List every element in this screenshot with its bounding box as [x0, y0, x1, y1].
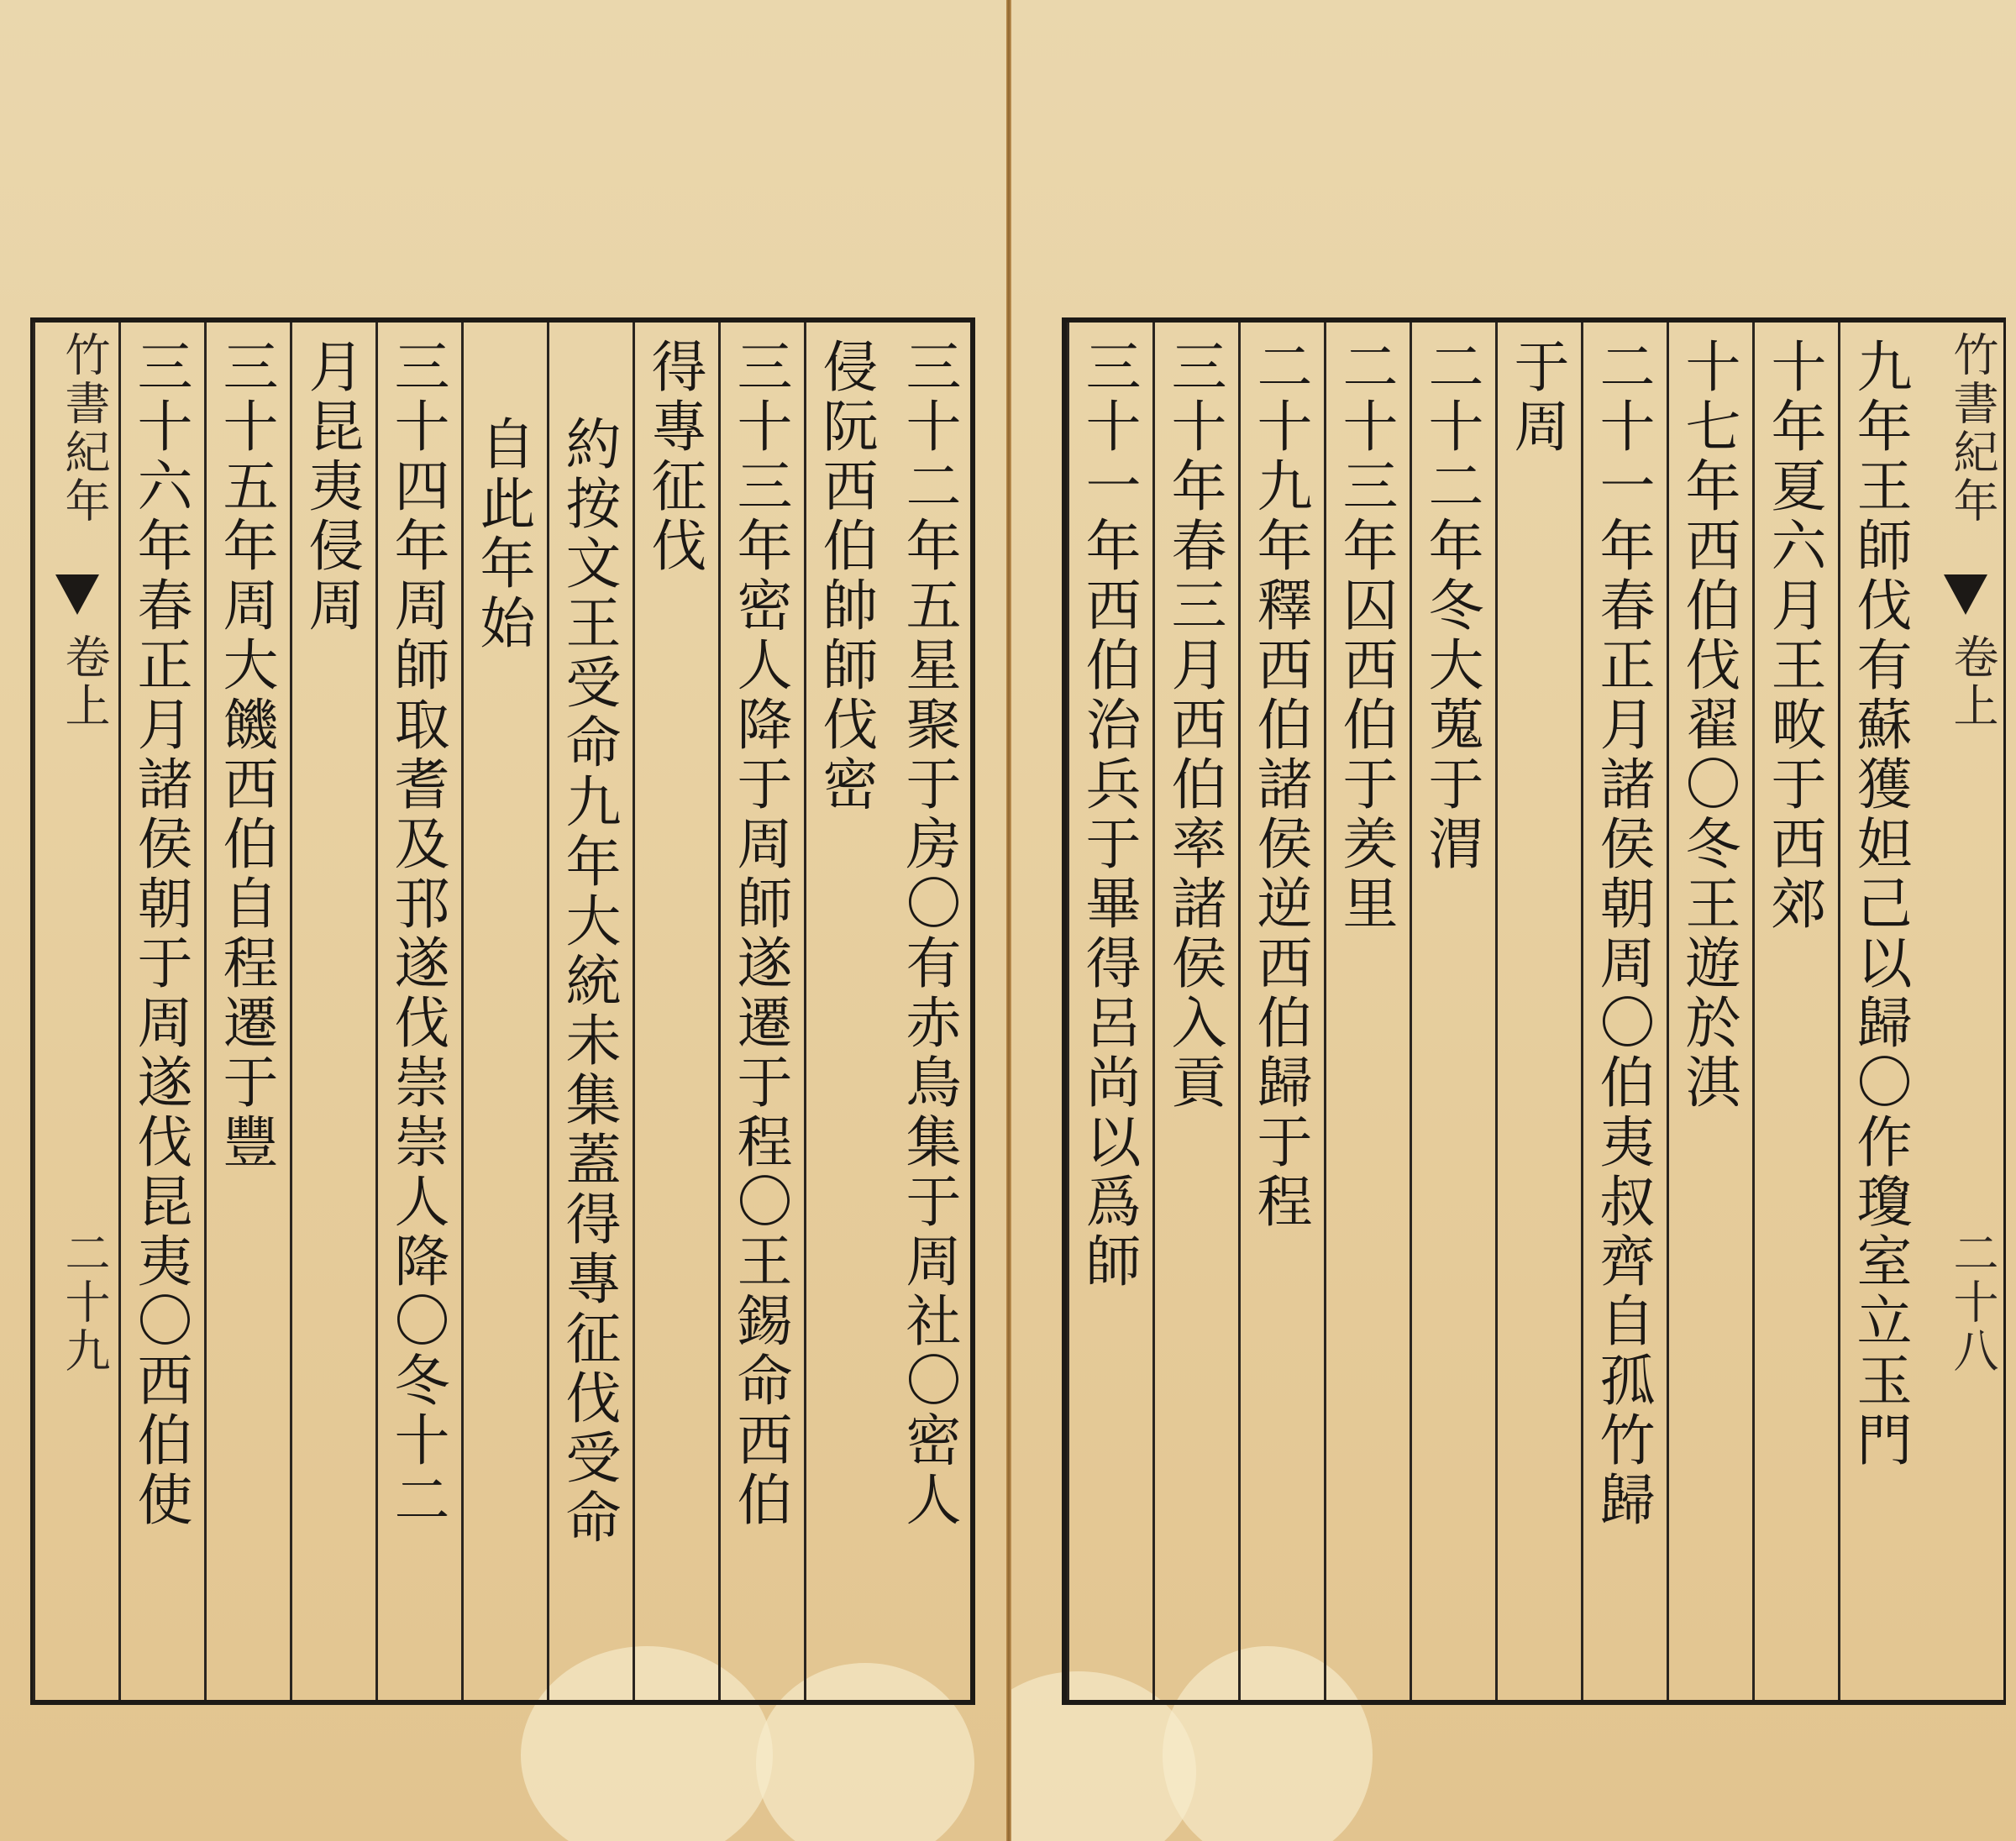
text-column — [461, 323, 538, 1700]
text-column — [1667, 323, 1744, 1700]
column-text: 二十三年囚西伯于羑里 — [1333, 338, 1398, 934]
text-column — [718, 323, 795, 1700]
text-frame-right — [1062, 317, 2006, 1705]
text-column — [804, 323, 881, 1700]
column-text: 于周 — [1504, 338, 1569, 457]
text-column — [290, 323, 367, 1700]
margin-column — [1922, 323, 2006, 1700]
column-text: 二十一年春正月諸侯朝周〇伯夷叔齊自孤竹歸 — [1590, 338, 1655, 1530]
text-column — [375, 323, 453, 1700]
margin-title: 竹書紀年 — [58, 331, 111, 526]
commentary-text: 自此年始 — [470, 415, 535, 653]
text-column — [1752, 323, 1830, 1700]
text-frame-left — [30, 317, 975, 1705]
column-text: 九年王師伐有蘇獲妲己以歸〇作瓊室立玉門 — [1847, 338, 1912, 1471]
column-text: 十年夏六月王畋于西郊 — [1761, 338, 1826, 934]
column-text: 十七年西伯伐翟〇冬王遊於淇 — [1676, 338, 1740, 1113]
commentary-text: 約按文王受命九年大統未集蓋得專征伐受命 — [556, 415, 621, 1548]
column-text: 三十二年五星聚于房〇有赤鳥集于周社〇密人 — [896, 338, 961, 1530]
text-column — [547, 323, 624, 1700]
column-text: 三十一年西伯治兵于畢得呂尚以爲師 — [1076, 338, 1141, 1292]
column-text: 侵阮西伯帥師伐密 — [813, 338, 878, 815]
text-column — [1410, 323, 1487, 1700]
margin-page-number: 二十九 — [58, 1230, 111, 1376]
margin-volume: 卷上 — [58, 633, 111, 731]
text-column — [1495, 323, 1572, 1700]
text-column — [118, 323, 196, 1700]
text-column — [633, 323, 710, 1700]
text-column — [1838, 323, 1915, 1700]
fish-tail-mark — [1944, 574, 1987, 615]
text-column — [1238, 323, 1315, 1700]
right-page — [1011, 0, 2016, 1841]
column-text: 得專征伐 — [642, 338, 706, 576]
text-column — [890, 323, 967, 1700]
text-column — [1067, 323, 1144, 1700]
margin-page-number: 二十八 — [1946, 1230, 1999, 1376]
column-text: 二十二年冬大蒐于渭 — [1419, 338, 1483, 874]
left-page — [0, 0, 1006, 1841]
margin-title: 竹書紀年 — [1946, 331, 1999, 526]
margin-volume: 卷上 — [1946, 633, 1999, 731]
column-text: 三十五年周大饑西伯自程遷于豐 — [213, 338, 278, 1172]
column-text: 月昆夷侵周 — [299, 338, 364, 636]
text-column — [204, 323, 281, 1700]
column-text: 三十六年春正月諸侯朝于周遂伐昆夷〇西伯使 — [128, 338, 192, 1530]
text-column — [1152, 323, 1230, 1700]
fish-tail-mark — [55, 574, 99, 615]
text-column — [1324, 323, 1401, 1700]
text-column — [1581, 323, 1658, 1700]
margin-column — [33, 323, 117, 1700]
column-text: 三十年春三月西伯率諸侯入貢 — [1162, 338, 1226, 1113]
column-text: 二十九年釋西伯諸侯逆西伯歸于程 — [1247, 338, 1312, 1232]
column-text: 三十三年密人降于周師遂遷于程〇王錫命西伯 — [727, 338, 792, 1530]
column-text: 三十四年周師取耆及邘遂伐崇崇人降〇冬十二 — [385, 338, 449, 1530]
